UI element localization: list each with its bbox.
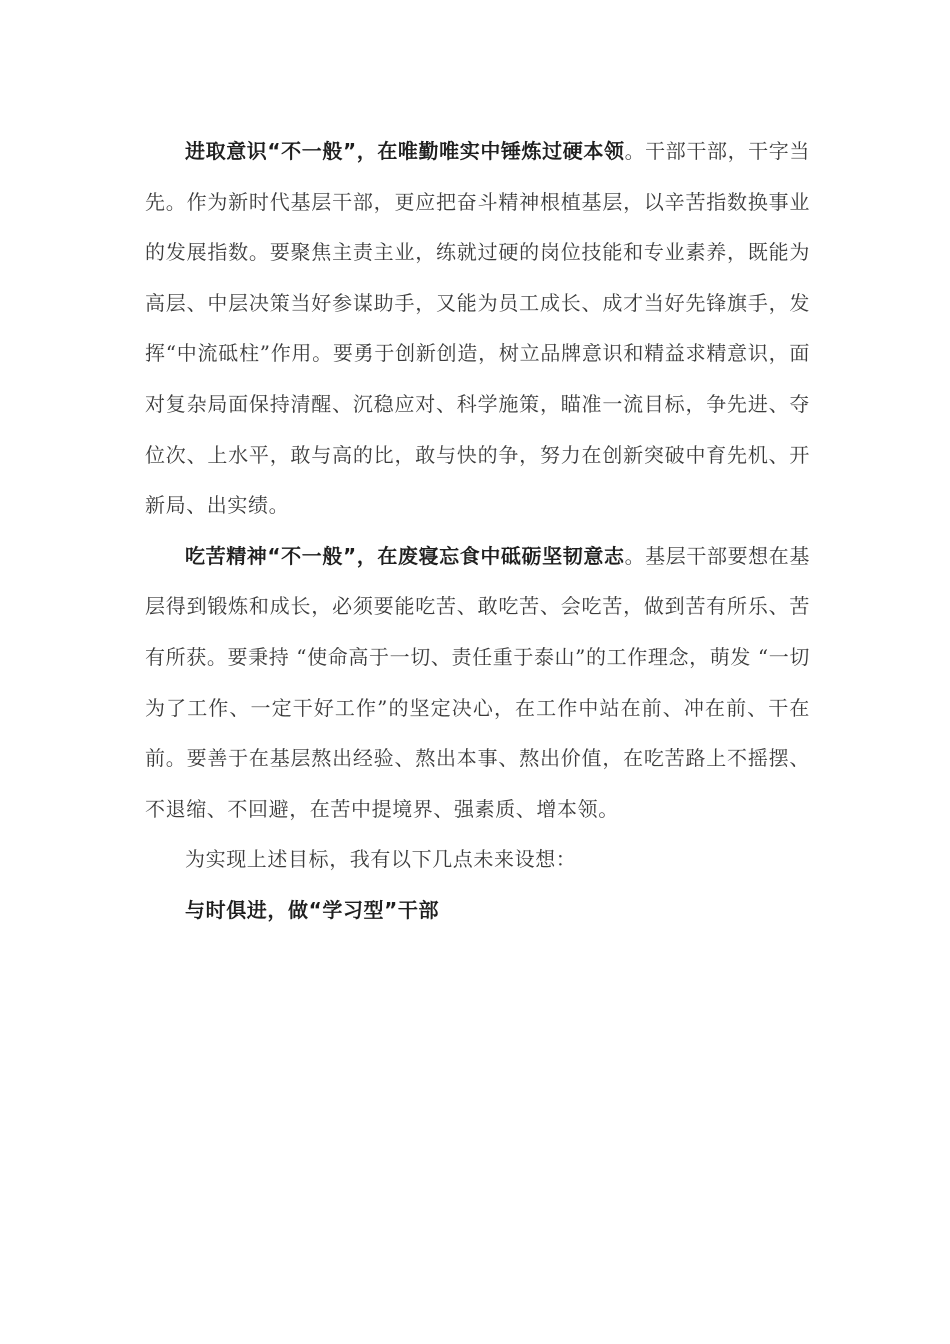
paragraph-text: 为实现上述目标，我有以下几点未来设想：	[185, 847, 577, 872]
paragraph-hardship	[145, 531, 810, 835]
paragraph-enterprising	[145, 126, 810, 531]
paragraph-intro	[145, 834, 810, 885]
document-body	[145, 126, 810, 936]
paragraph-text: 。基层干部要想在基层得到锻炼和成长，必须要能吃苦、敢吃苦、会吃苦，做到苦有所乐、苦有所获。要秉持 “使命高于一切、责任重于泰山”的工作理念，萌发 “一切为了工作、一定干好工作”的坚定决心，在工作中站在前、冲在前、干在前。要善于在基层熬出经验、熬出本事、熬出价值，在吃苦路上不摇摆、不退缩、不回避，在苦中提境界、强素质、增本领。	[145, 543, 810, 821]
section-heading: 与时俱进，做“学习型”干部	[185, 897, 440, 922]
paragraph-text: 。干部干部，干字当先。作为新时代基层干部，更应把奋斗精神根植基层，以辛苦指数换事业的发展指数。要聚焦主责主业，练就过硬的岗位技能和专业素养，既能为高层、中层决策当好参谋助手，又能为员工成长、成才当好先锋旗手，发挥“中流砥柱”作用。要勇于创新创造，树立品牌意识和精益求精意识，面对复杂局面保持清醒、沉稳应对、科学施策，瞄准一流目标，争先进、夺位次、上水平，敢与高的比，敢与快的争，努力在创新突破中育先机、开新局、出实绩。	[145, 139, 810, 518]
paragraph-lead: 进取意识“不一般”，在唯勤唯实中锤炼过硬本领	[185, 139, 625, 163]
paragraph-lead: 吃苦精神“不一般”，在废寝忘食中砥砺坚韧意志	[185, 543, 625, 568]
